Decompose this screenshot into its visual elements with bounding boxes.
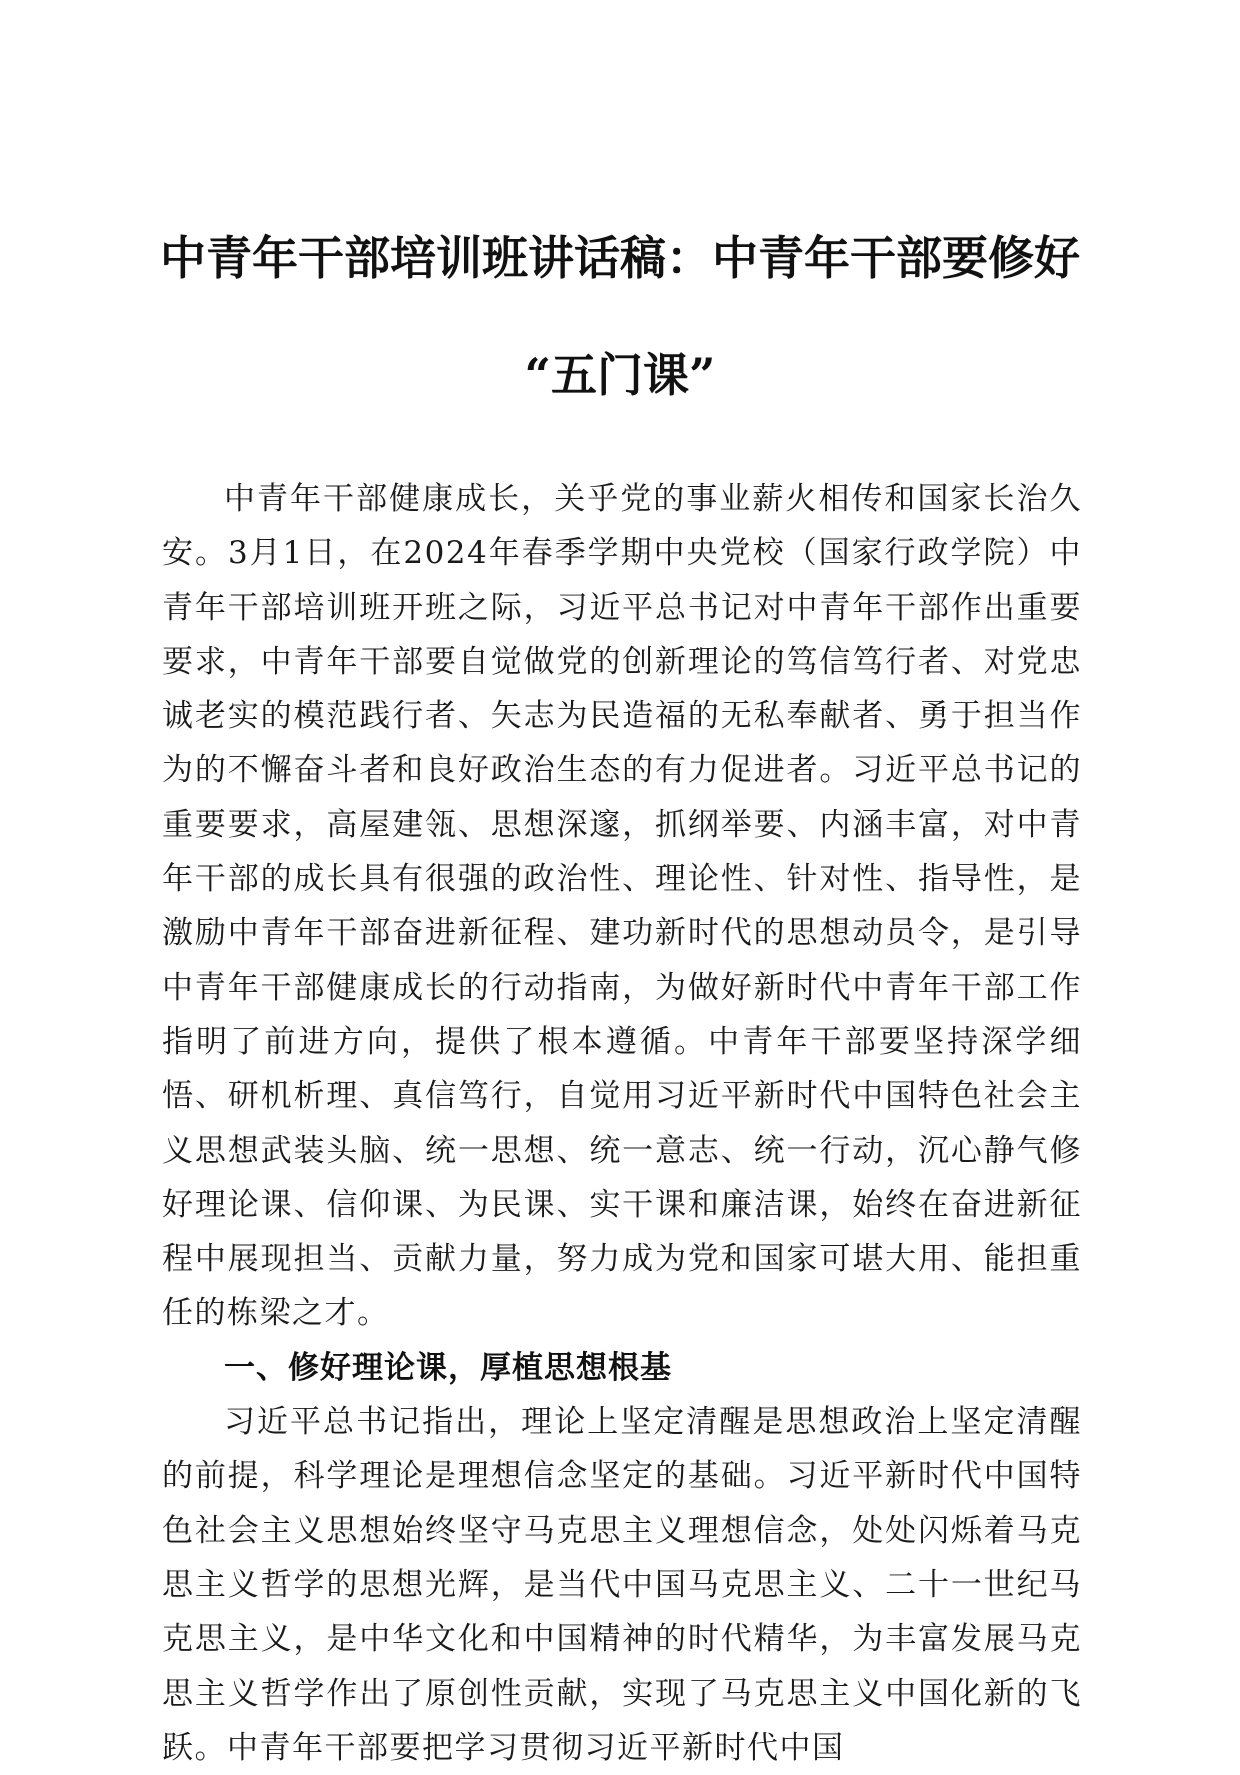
section-heading-theory-course: 一、修好理论课，厚植思想根基 xyxy=(224,1349,672,1386)
theory-course-paragraph: 习近平总书记指出，理论上坚定清醒是思想政治上坚定清醒的前提，科学理论是理想信念坚定的基础。习近平新时代中国特色社会主义思想始终坚守马克思主义理想信念，处处闪烁着马克思主义哲学的思想光辉，是当代中国马克思主义、二十一世纪马克思主义，是中华文化和中国精神的时代精华，为丰富发展马克思主义哲学作出了原创性贡献，实现了马克思主义中国化新的飞跃。中青年干部要把学习贯彻习近平新时代中国 xyxy=(162,1404,1082,1766)
document-title-line-1: 中青年干部培训班讲话稿：中青年干部要修好 xyxy=(160,231,1080,285)
document-body xyxy=(162,472,1082,1775)
intro-paragraph: 中青年干部健康成长，关乎党的事业薪火相传和国家长治久安。3月1日，在2024年春季学期中央党校（国家行政学院）中青年干部培训班开班之际，习近平总书记对中青年干部作出重要要求，中青年干部要自觉做党的创新理论的笃信笃行者、对党忠诚老实的模范践行者、矢志为民造福的无私奉献者、勇于担当作为的不懈奋斗者和良好政治生态的有力促进者。习近平总书记的重要要求，高屋建瓴、思想深邃，抓纲举要、内涵丰富，对中青年干部的成长具有很强的政治性、理论性、针对性、指导性，是激励中青年干部奋进新征程、建功新时代的思想动员令，是引导中青年干部健康成长的行动指南，为做好新时代中青年干部工作指明了前进方向，提供了根本遵循。中青年干部要坚持深学细悟、研机析理、真信笃行，自觉用习近平新时代中国特色社会主义思想武装头脑、统一思想、统一意志、统一行动，沉心静气修好理论课、信仰课、为民课、实干课和廉洁课，始终在奋进新征程中展现担当、贡献力量，努力成为党和国家可堪大用、能担重任的栋梁之才。 xyxy=(162,481,1082,1332)
document-title-line-2: “五门课” xyxy=(524,348,716,402)
